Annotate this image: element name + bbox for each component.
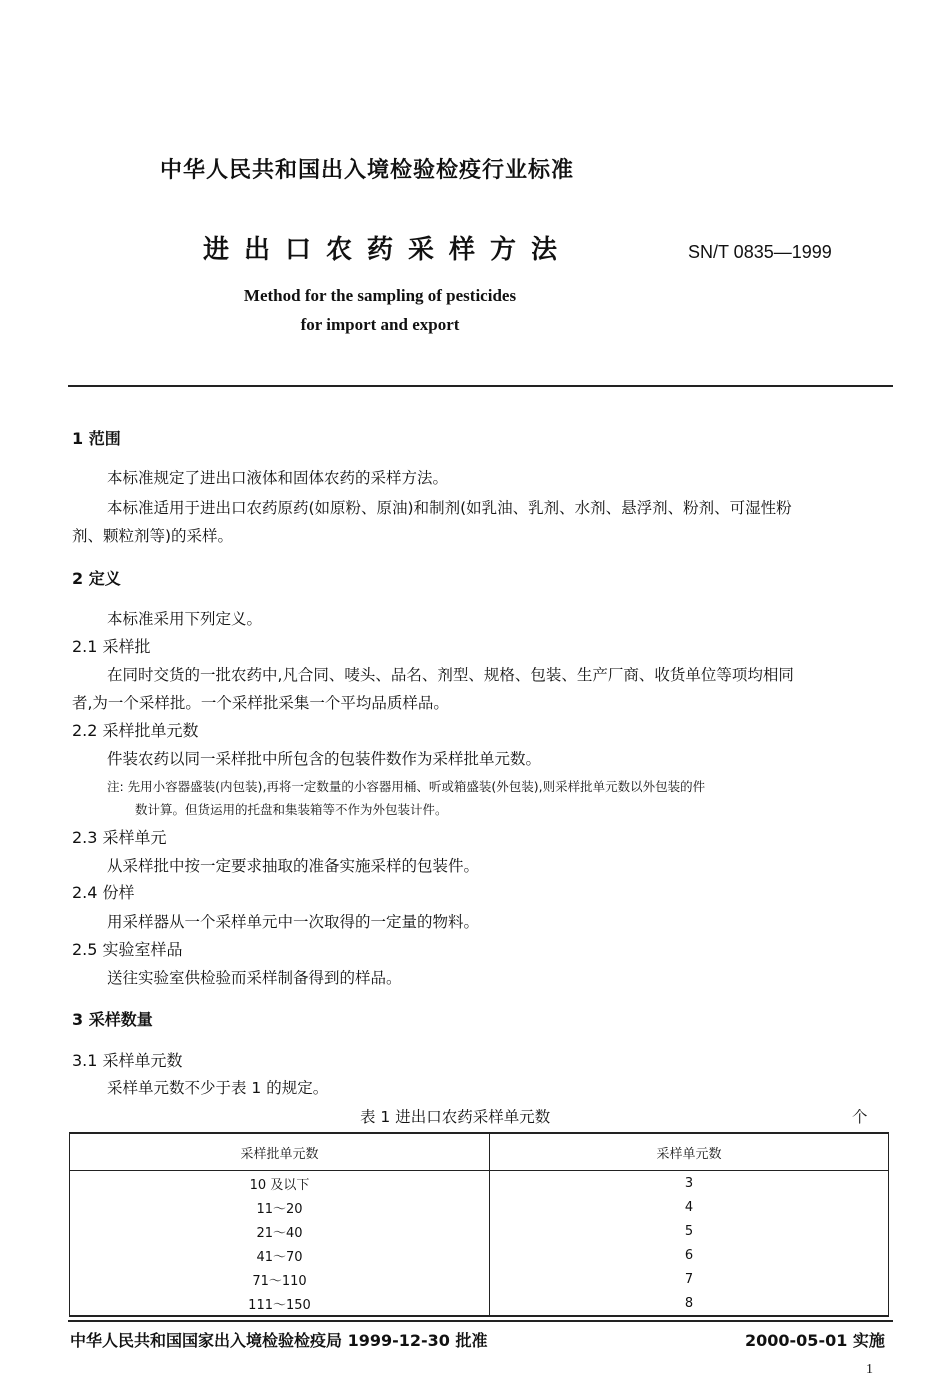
table-cell: 3	[684, 1175, 694, 1191]
definition-2-4-text: 用采样器从一个采样单元中一次取得的一定量的物料。	[107, 913, 480, 931]
section-1-paragraph-2-line-2: 剂、颗粒剂等)的采样。	[72, 527, 234, 545]
table-cell: 6	[684, 1247, 694, 1263]
table-cell: 41～70	[70, 1243, 490, 1267]
section-1-paragraph-2-line-1: 本标准适用于进出口农药原药(如原粉、原油)和制剂(如乳油、乳剂、水剂、悬浮剂、粉剂、可湿性粉	[107, 499, 792, 517]
table-cell: 7	[684, 1271, 694, 1287]
definition-2-5-title: 2.5 实验室样品	[72, 940, 183, 959]
table-cell: 71～110	[70, 1267, 490, 1291]
table-cell: 11～20	[70, 1195, 490, 1219]
table-row	[70, 1243, 889, 1267]
approval-line: 中华人民共和国国家出入境检验检疫局 1999-12-30 批准	[70, 1331, 488, 1350]
table-cell: 8	[684, 1295, 694, 1311]
definition-2-4-title: 2.4 份样	[72, 883, 135, 902]
table-unit: 个	[852, 1108, 868, 1126]
table-cell: 5	[684, 1223, 694, 1239]
effective-date: 2000-05-01 实施	[745, 1331, 885, 1350]
table-header-row	[70, 1133, 889, 1171]
table-caption: 表 1 进出口农药采样单元数	[360, 1108, 551, 1126]
definition-2-2-text: 件装农药以同一采样批中所包含的包装件数作为采样批单元数。	[107, 750, 542, 768]
table-row	[70, 1267, 889, 1291]
table-row	[70, 1219, 889, 1243]
definition-2-1-text-line-2: 者,为一个采样批。一个采样批采集一个平均品质样品。	[72, 694, 449, 712]
footer-divider	[68, 1320, 893, 1322]
definition-2-1-text-line-1: 在同时交货的一批农药中,凡合同、唛头、品名、剂型、规格、包装、生产厂商、收货单位等项均相同	[107, 666, 794, 684]
table-cell: 111～150	[70, 1291, 490, 1316]
document-title: 进出口农药采样方法	[203, 235, 573, 265]
table-cell: 10 及以下	[70, 1171, 490, 1196]
standard-category: 中华人民共和国出入境检验检疫行业标准	[160, 158, 575, 183]
section-2-intro: 本标准采用下列定义。	[107, 610, 263, 628]
definition-2-2-note-line-2: 数计算。但货运用的托盘和集装箱等不作为外包装计件。	[135, 802, 448, 817]
definition-2-3-title: 2.3 采样单元	[72, 828, 167, 847]
table-header-cell: 采样单元数	[490, 1133, 889, 1171]
section-2-heading: 2 定义	[72, 569, 121, 588]
header-divider	[68, 385, 893, 387]
sampling-units-table	[69, 1132, 889, 1317]
definition-2-1-title: 2.1 采样批	[72, 637, 151, 656]
english-title-line-2: for import and export	[300, 315, 460, 334]
table-header-cell: 采样批单元数	[70, 1133, 490, 1171]
table-cell: 4	[684, 1199, 694, 1215]
table-row	[70, 1291, 889, 1316]
definition-2-2-note-line-1: 注: 先用小容器盛装(内包装),再将一定数量的小容器用桶、听或箱盛装(外包装),则采样批单元数以外包装的件	[107, 779, 706, 794]
definition-2-5-text: 送往实验室供检验而采样制备得到的样品。	[107, 969, 402, 987]
standard-number: SN/T 0835—1999	[688, 242, 832, 262]
definition-2-3-text: 从采样批中按一定要求抽取的准备实施采样的包装件。	[107, 857, 480, 875]
section-1-paragraph-1: 本标准规定了进出口液体和固体农药的采样方法。	[107, 469, 449, 487]
definition-2-2-title: 2.2 采样批单元数	[72, 721, 199, 740]
table-row	[70, 1195, 889, 1219]
section-1-heading: 1 范围	[72, 429, 121, 448]
page-number: 1	[866, 1362, 873, 1377]
english-title-line-1: Method for the sampling of pesticides	[243, 286, 517, 305]
section-3-heading: 3 采样数量	[72, 1010, 153, 1029]
table-cell: 21～40	[70, 1219, 490, 1243]
definition-3-1-title: 3.1 采样单元数	[72, 1051, 183, 1070]
definition-3-1-text: 采样单元数不少于表 1 的规定。	[107, 1079, 329, 1097]
table-row	[70, 1171, 889, 1196]
